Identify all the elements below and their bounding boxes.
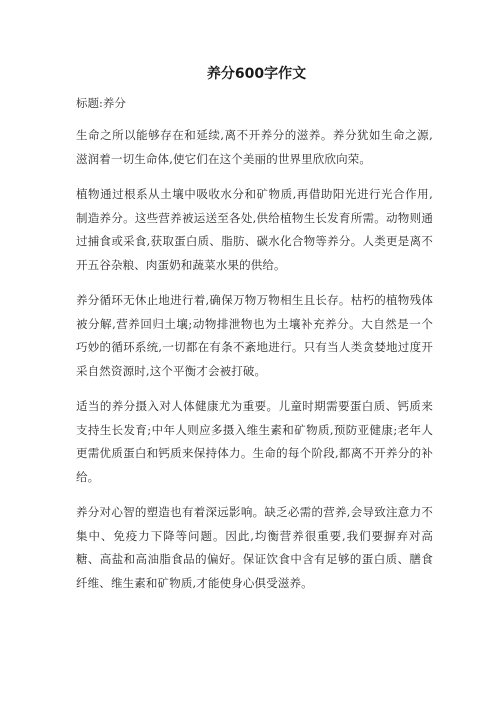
paragraph-2: 植物通过根系从土壤中吸收水分和矿物质,再借助阳光进行光合作用,制造养分。这些营养被运送至各处,供给植物生长发育所需。动物则通过捕食或采食,获取蛋白质、脂肪、碳水化合物等养分。人类更是离不开五谷杂粮、肉蛋奶和蔬菜水果的供给。	[76, 187, 433, 272]
paragraph-3: 养分循环无休止地进行着,确保万物万物相生且长存。枯朽的植物残体被分解,营养回归土壤;动物排泄物也为土壤补充养分。大自然是一个巧妙的循环系统,一切都在有条不紊地进行。只有当人类贪婪地过度开采自然资源时,这个平衡才会被打破。	[76, 293, 433, 378]
paragraph-4: 适当的养分摄入对人体健康尤为重要。儿童时期需要蛋白质、钙质来支持生长发育;中年人则应多摄入维生素和矿物质,预防亚健康;老年人更需优质蛋白和钙质来保持体力。生命的每个阶段,都离不开养分的补给。	[76, 399, 433, 484]
paragraph-1: 生命之所以能够存在和延续,离不开养分的滋养。养分犹如生命之源,滋润着一切生命体,使它们在这个美丽的世界里欣欣向荣。	[76, 128, 433, 166]
document-title: 养分600字作文	[206, 66, 307, 82]
document-subtitle: 标题:养分	[76, 96, 126, 110]
paragraph-5: 养分对心智的塑造也有着深远影响。缺乏必需的营养,会导致注意力不集中、免疫力下降等问题。因此,均衡营养很重要,我们要摒弃对高糖、高盐和高油脂食品的偏好。保证饮食中含有足够的蛋白质、膳食纤维、维生素和矿物质,才能使身心俱受滋养。	[76, 505, 433, 590]
